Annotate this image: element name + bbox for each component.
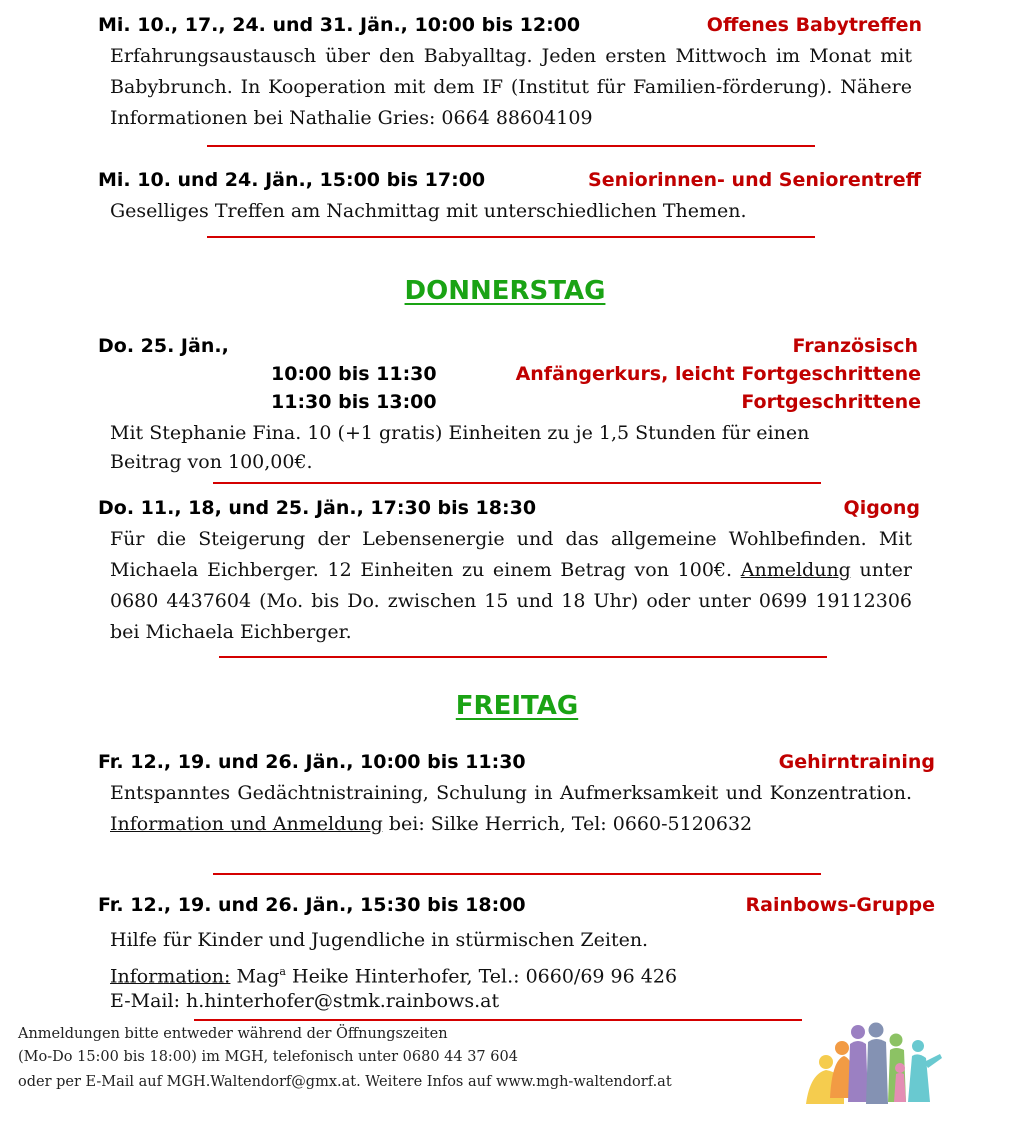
contact-text: Mag bbox=[230, 965, 280, 988]
footer-line: oder per E-Mail auf MGH.Waltendorf@gmx.at. Weitere Infos auf www.mgh-waltendorf.at bbox=[18, 1074, 672, 1090]
description-text: Entspanntes Gedächtnistraining, Schulung in Aufmerksamkeit und Konzentration. bbox=[110, 782, 912, 804]
description-text: bei: Silke Herrich, Tel: 0660-5120632 bbox=[382, 813, 753, 835]
event-description bbox=[110, 524, 912, 648]
description-text: Für die Steigerung der Lebensenergie und das allgemeine Wohlbefinden. Mit Michaela Eichberger. 12 Einheiten zu einem Betrag von 100€. bbox=[110, 528, 912, 581]
footer-line: (Mo-Do 15:00 bis 18:00) im MGH, telefonisch unter 0680 44 37 604 bbox=[18, 1049, 518, 1065]
event-date: Fr. 12., 19. und 26. Jän., 10:00 bis 11:30 bbox=[98, 751, 526, 773]
divider bbox=[213, 482, 821, 484]
course-level: Anfängerkurs, leicht Fortgeschrittene bbox=[515, 363, 921, 385]
event-title: Gehirntraining bbox=[778, 751, 935, 773]
event-title: Qigong bbox=[843, 497, 920, 519]
event-title: Offenes Babytreffen bbox=[706, 14, 922, 36]
event-date: Do. 11., 18, und 25. Jän., 17:30 bis 18:30 bbox=[98, 497, 537, 519]
event-description: Geselliges Treffen am Nachmittag mit unterschiedlichen Themen. bbox=[110, 200, 747, 222]
event-title: Rainbows-Gruppe bbox=[745, 894, 935, 916]
event-description-line: Hilfe für Kinder und Jugendliche in stürmischen Zeiten. bbox=[110, 929, 649, 951]
information-label: Information: bbox=[110, 965, 231, 988]
divider bbox=[207, 236, 815, 238]
event-date: Fr. 12., 19. und 26. Jän., 15:30 bis 18:00 bbox=[98, 894, 526, 916]
information-text: Information und Anmeldung bbox=[110, 813, 383, 835]
footer-line: Anmeldungen bitte entweder während der Öffnungszeiten bbox=[18, 1026, 448, 1042]
divider bbox=[219, 656, 827, 658]
divider bbox=[213, 873, 821, 875]
anmeldung-text: Anmeldung bbox=[740, 559, 851, 581]
event-time: 10:00 bis 11:30 bbox=[271, 363, 437, 385]
event-title: Französisch bbox=[792, 335, 918, 357]
contact-text: Heike Hinterhofer, Tel.: 0660/69 96 426 bbox=[285, 965, 678, 988]
divider bbox=[207, 145, 815, 147]
event-description-line: Mit Stephanie Fina. 10 (+1 gratis) Einheiten zu je 1,5 Stunden für einen bbox=[110, 422, 810, 444]
event-time: 11:30 bis 13:00 bbox=[271, 391, 437, 413]
day-heading-donnerstag: DONNERSTAG bbox=[404, 276, 606, 306]
day-heading-freitag: FREITAG bbox=[455, 691, 579, 721]
event-date: Do. 25. Jän., bbox=[98, 335, 229, 357]
event-description bbox=[110, 778, 912, 840]
event-date: Mi. 10., 17., 24. und 31. Jän., 10:00 bis 12:00 bbox=[98, 14, 581, 36]
family-logo-icon bbox=[800, 1018, 945, 1106]
email-line: E-Mail: h.hinterhofer@stmk.rainbows.at bbox=[110, 990, 500, 1012]
divider bbox=[194, 1019, 802, 1021]
superscript: a bbox=[279, 965, 286, 978]
event-description: Erfahrungsaustausch über den Babyalltag. Jeden ersten Mittwoch im Monat mit Babybrunch. In Kooperation mit dem IF (Institut für Familien-förderung). Nähere Informationen bei Nathalie Gries: 0664 88604109 bbox=[110, 45, 912, 129]
course-level: Fortgeschrittene bbox=[741, 391, 921, 413]
description-text: unter 0680 4437604 (Mo. bis Do. zwischen 15 und 18 Uhr) oder unter 0699 19112306 bei Michaela Eichberger. bbox=[110, 559, 912, 643]
event-date: Mi. 10. und 24. Jän., 15:00 bis 17:00 bbox=[98, 169, 486, 191]
event-title: Seniorinnen- und Seniorentreff bbox=[588, 169, 921, 191]
event-description-line: Beitrag von 100,00€. bbox=[110, 451, 313, 473]
